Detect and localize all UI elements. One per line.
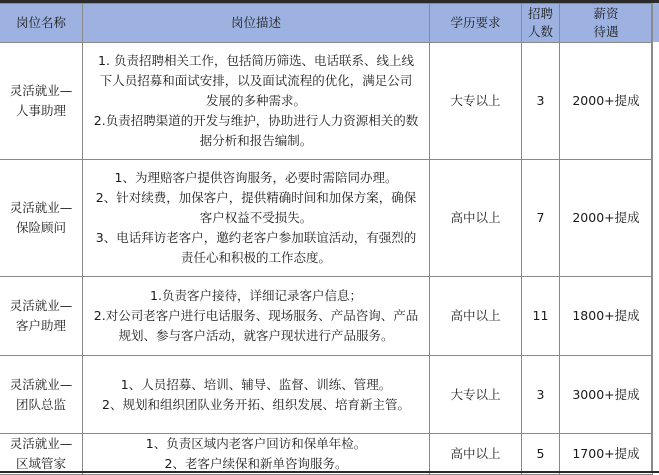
description-line: 1、人员招募、培训、辅导、监督、训练、管理。 — [120, 376, 392, 392]
description-line: 2、规划和组织团队业务开拓、组织发展、培育新主管。 — [102, 396, 410, 412]
position-name: 区域管家 — [15, 456, 66, 471]
headcount-cell: 7 — [522, 160, 560, 277]
headcount-cell: 3 — [522, 356, 560, 434]
description-line: 责任心和积极的工作态度。 — [180, 250, 331, 265]
table-row — [0, 43, 653, 160]
position-name: 灵活就业— — [9, 298, 73, 313]
header-label: 岗位名称 — [15, 15, 66, 30]
table-row — [0, 356, 653, 434]
salary-cell: 2000+提成 — [560, 160, 653, 277]
description-line: 客户权益不受损失。 — [199, 210, 313, 225]
education-cell: 大专以上 — [430, 43, 522, 160]
headcount-cell: 5 — [522, 434, 560, 475]
position-name: 灵活就业— — [9, 376, 73, 392]
description-line: 下人员招募和面试安排，以及面试流程的优化，满足公司 — [99, 73, 413, 88]
description-line: 2.对公司老客户进行电话服务、现场服务、产品咨询、产品 — [93, 308, 419, 323]
position-name: 保险顾问 — [15, 220, 66, 235]
description-cell — [83, 434, 430, 475]
position-name-cell — [0, 277, 83, 356]
position-name-cell — [0, 434, 83, 475]
description-line: 1.负责客户接待，详细记录客户信息； — [150, 288, 362, 303]
job-listing-table — [0, 3, 653, 475]
header-label: 学历要求 — [450, 15, 501, 30]
position-name: 团队总监 — [15, 396, 66, 412]
position-name: 客户助理 — [15, 318, 66, 333]
description-cell — [83, 160, 430, 277]
table-row — [0, 434, 653, 475]
description-cell — [83, 356, 430, 434]
education-cell: 高中以上 — [430, 277, 522, 356]
header-row — [0, 4, 653, 43]
description-line: 2.负责招聘渠道的开发与维护，协助进行人力资源相关的数 — [93, 113, 419, 128]
salary-cell: 2000+提成 — [560, 43, 653, 160]
education-cell: 高中以上 — [430, 434, 522, 475]
header-salary — [560, 4, 653, 43]
salary-cell: 1800+提成 — [560, 277, 653, 356]
position-name: 灵活就业— — [9, 436, 73, 451]
description-line: 据分析和报告编制。 — [199, 133, 313, 148]
header-headcount — [522, 4, 560, 43]
header-right-edge — [652, 3, 659, 42]
header-description — [83, 4, 430, 43]
description-line: 2、针对续费，加保客户，提供精确时间和加保方案，确保 — [95, 190, 417, 205]
header-label: 招聘 — [527, 6, 553, 21]
position-name-cell — [0, 356, 83, 434]
education-cell: 高中以上 — [430, 160, 522, 277]
description-line: 3、电话拜访老客户，邀约老客户参加联谊活动，有强烈的 — [95, 230, 417, 245]
position-name-cell — [0, 160, 83, 277]
description-cell — [83, 277, 430, 356]
right-frame-line — [651, 3, 652, 473]
header-label: 待遇 — [593, 24, 619, 39]
description-line: 1、为理赔客户提供咨询服务，必要时需陪同办理。 — [114, 170, 398, 185]
description-cell — [83, 43, 430, 160]
description-line: 1、负责区域内老客户回访和保单年检。 — [145, 436, 367, 451]
header-label: 岗位描述 — [230, 15, 281, 30]
salary-cell: 3000+提成 — [560, 356, 653, 434]
table-row — [0, 160, 653, 277]
table-row — [0, 277, 653, 356]
description-line: 规划、参与客户活动，就客户现状进行产品服务。 — [118, 328, 394, 343]
position-name: 灵活就业— — [9, 83, 73, 98]
header-position-name — [0, 4, 83, 43]
position-name: 灵活就业— — [9, 200, 73, 215]
education-cell: 大专以上 — [430, 356, 522, 434]
headcount-cell: 11 — [522, 277, 560, 356]
description-line: 1. 负责招聘相关工作，包括简历筛选、电话联系、线上线 — [98, 53, 414, 68]
header-label: 薪资 — [593, 6, 619, 21]
description-line: 2、老客户续保和新单咨询服务。 — [164, 456, 348, 471]
salary-cell: 1700+提成 — [560, 434, 653, 475]
header-education — [430, 4, 522, 43]
position-name: 人事助理 — [15, 103, 66, 118]
headcount-cell: 3 — [522, 43, 560, 160]
header-label: 人数 — [527, 24, 553, 39]
position-name-cell — [0, 43, 83, 160]
description-line: 发展的多种需求。 — [205, 93, 306, 108]
